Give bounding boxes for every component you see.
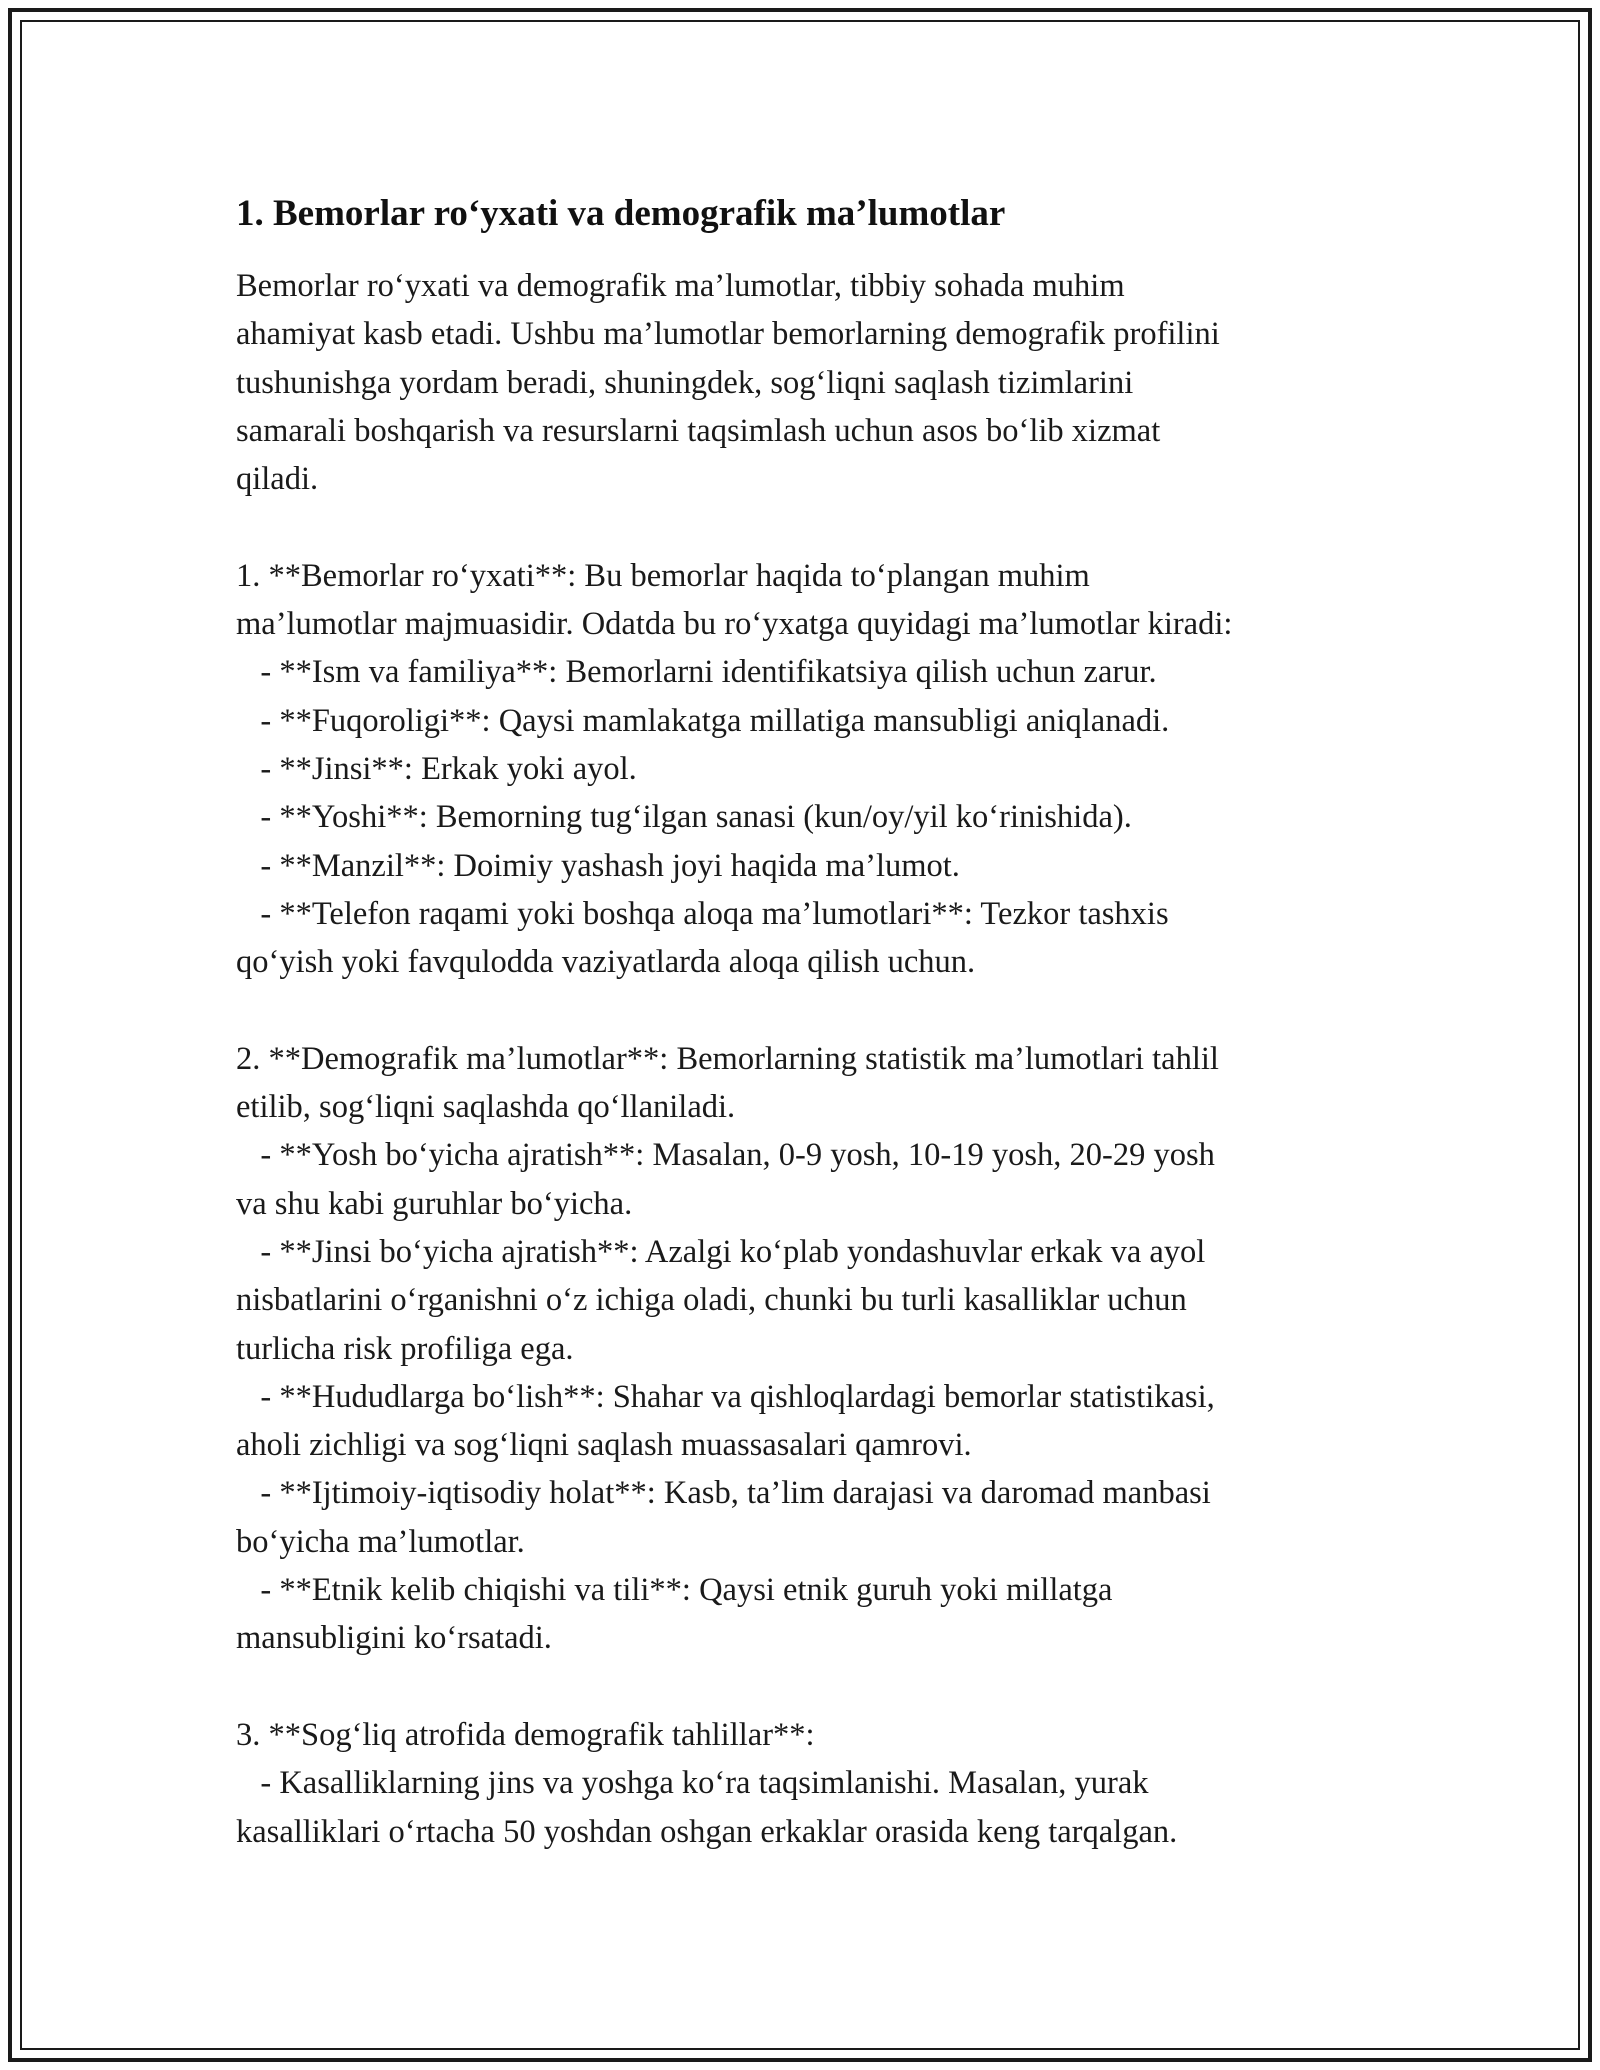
list-item: - **Yosh bo‘yicha ajratish**: Masalan, 0-9 yosh, 10-19 yosh, 20-29 yosh	[236, 1137, 1215, 1174]
list-item: - **Ijtimoiy-iqtisodiy holat**: Kasb, ta’lim darajasi va daromad manbasi	[236, 1475, 1211, 1512]
paragraph-line: qo‘yish yoki favqulodda vaziyatlarda aloqa qilish uchun.	[236, 944, 976, 981]
list-item: - **Jinsi bo‘yicha ajratish**: Azalgi ko‘plab yondashuvlar erkak va ayol	[236, 1233, 1206, 1270]
paragraph-line: Bemorlar ro‘yxati va demografik ma’lumotlar, tibbiy sohada muhim	[236, 268, 1125, 304]
intro-paragraph	[236, 262, 1386, 503]
section-demographic-data	[236, 1035, 1386, 1663]
paragraph-spacer	[236, 503, 1386, 551]
list-heading-line: 2. **Demografik ma’lumotlar**: Bemorlarning statistik ma’lumotlari tahlil	[236, 1040, 1219, 1077]
paragraph-line: turlicha risk profiliga ega.	[236, 1330, 574, 1367]
list-item: - **Ism va familiya**: Bemorlarni identifikatsiya qilish uchun zarur.	[236, 654, 1157, 691]
paragraph-line: bo‘yicha ma’lumotlar.	[236, 1523, 525, 1560]
document-content	[236, 186, 1386, 1856]
paragraph-line: nisbatlarini o‘rganishni o‘z ichiga oladi, chunki bu turli kasalliklar uchun	[236, 1282, 1187, 1319]
paragraph-line: ma’lumotlar majmuasidir. Odatda bu ro‘yxatga quyidagi ma’lumotlar kiradi:	[236, 606, 1233, 643]
list-item: - **Jinsi**: Erkak yoki ayol.	[236, 750, 637, 787]
paragraph-line: kasalliklari o‘rtacha 50 yoshdan oshgan erkaklar orasida keng tarqalgan.	[236, 1813, 1178, 1850]
list-item: - **Yoshi**: Bemorning tug‘ilgan sanasi (kun/oy/yil ko‘rinishida).	[236, 799, 1132, 836]
paragraph-line: mansubligini ko‘rsatadi.	[236, 1620, 552, 1657]
paragraph-line: aholi zichligi va sog‘liqni saqlash muassasalari qamrovi.	[236, 1427, 972, 1464]
paragraph-line: va shu kabi guruhlar bo‘yicha.	[236, 1185, 633, 1222]
list-item: - **Telefon raqami yoki boshqa aloqa ma’lumotlari**: Tezkor tashxis	[236, 895, 1169, 932]
paragraph-spacer	[236, 986, 1386, 1034]
paragraph-line: qiladi.	[236, 461, 319, 498]
paragraph-spacer	[236, 1663, 1386, 1711]
section-patient-list	[236, 552, 1386, 987]
paragraph-line: tushunishga yordam beradi, shuningdek, sog‘liqni saqlash tizimlarini	[236, 364, 1134, 401]
list-item: - **Etnik kelib chiqishi va tili**: Qaysi etnik guruh yoki millatga	[236, 1572, 1113, 1609]
list-item: - **Hududlarga bo‘lish**: Shahar va qishloqlardagi bemorlar statistikasi,	[236, 1378, 1215, 1415]
section-health-demographics	[236, 1711, 1386, 1856]
paragraph-line: samarali boshqarish va resurslarni taqsimlash uchun asos bo‘lib xizmat	[236, 412, 1161, 449]
list-heading-line: 3. **Sog‘liq atrofida demografik tahlillar**:	[236, 1716, 815, 1753]
list-item: - **Fuqoroligi**: Qaysi mamlakatga millatiga mansubligi aniqlanadi.	[236, 702, 1170, 739]
paragraph-line: ahamiyat kasb etadi. Ushbu ma’lumotlar bemorlarning demografik profilini	[236, 316, 1220, 353]
document-title: 1. Bemorlar ro‘yxati va demografik ma’lumotlar	[236, 193, 1006, 234]
paragraph-line: etilib, sog‘liqni saqlashda qo‘llaniladi.	[236, 1089, 736, 1126]
list-item: - Kasalliklarning jins va yoshga ko‘ra taqsimlanishi. Masalan, yurak	[236, 1765, 1149, 1802]
list-heading-line: 1. **Bemorlar ro‘yxati**: Bu bemorlar haqida to‘plangan muhim	[236, 557, 1090, 594]
list-item: - **Manzil**: Doimiy yashash joyi haqida ma’lumot.	[236, 847, 960, 884]
